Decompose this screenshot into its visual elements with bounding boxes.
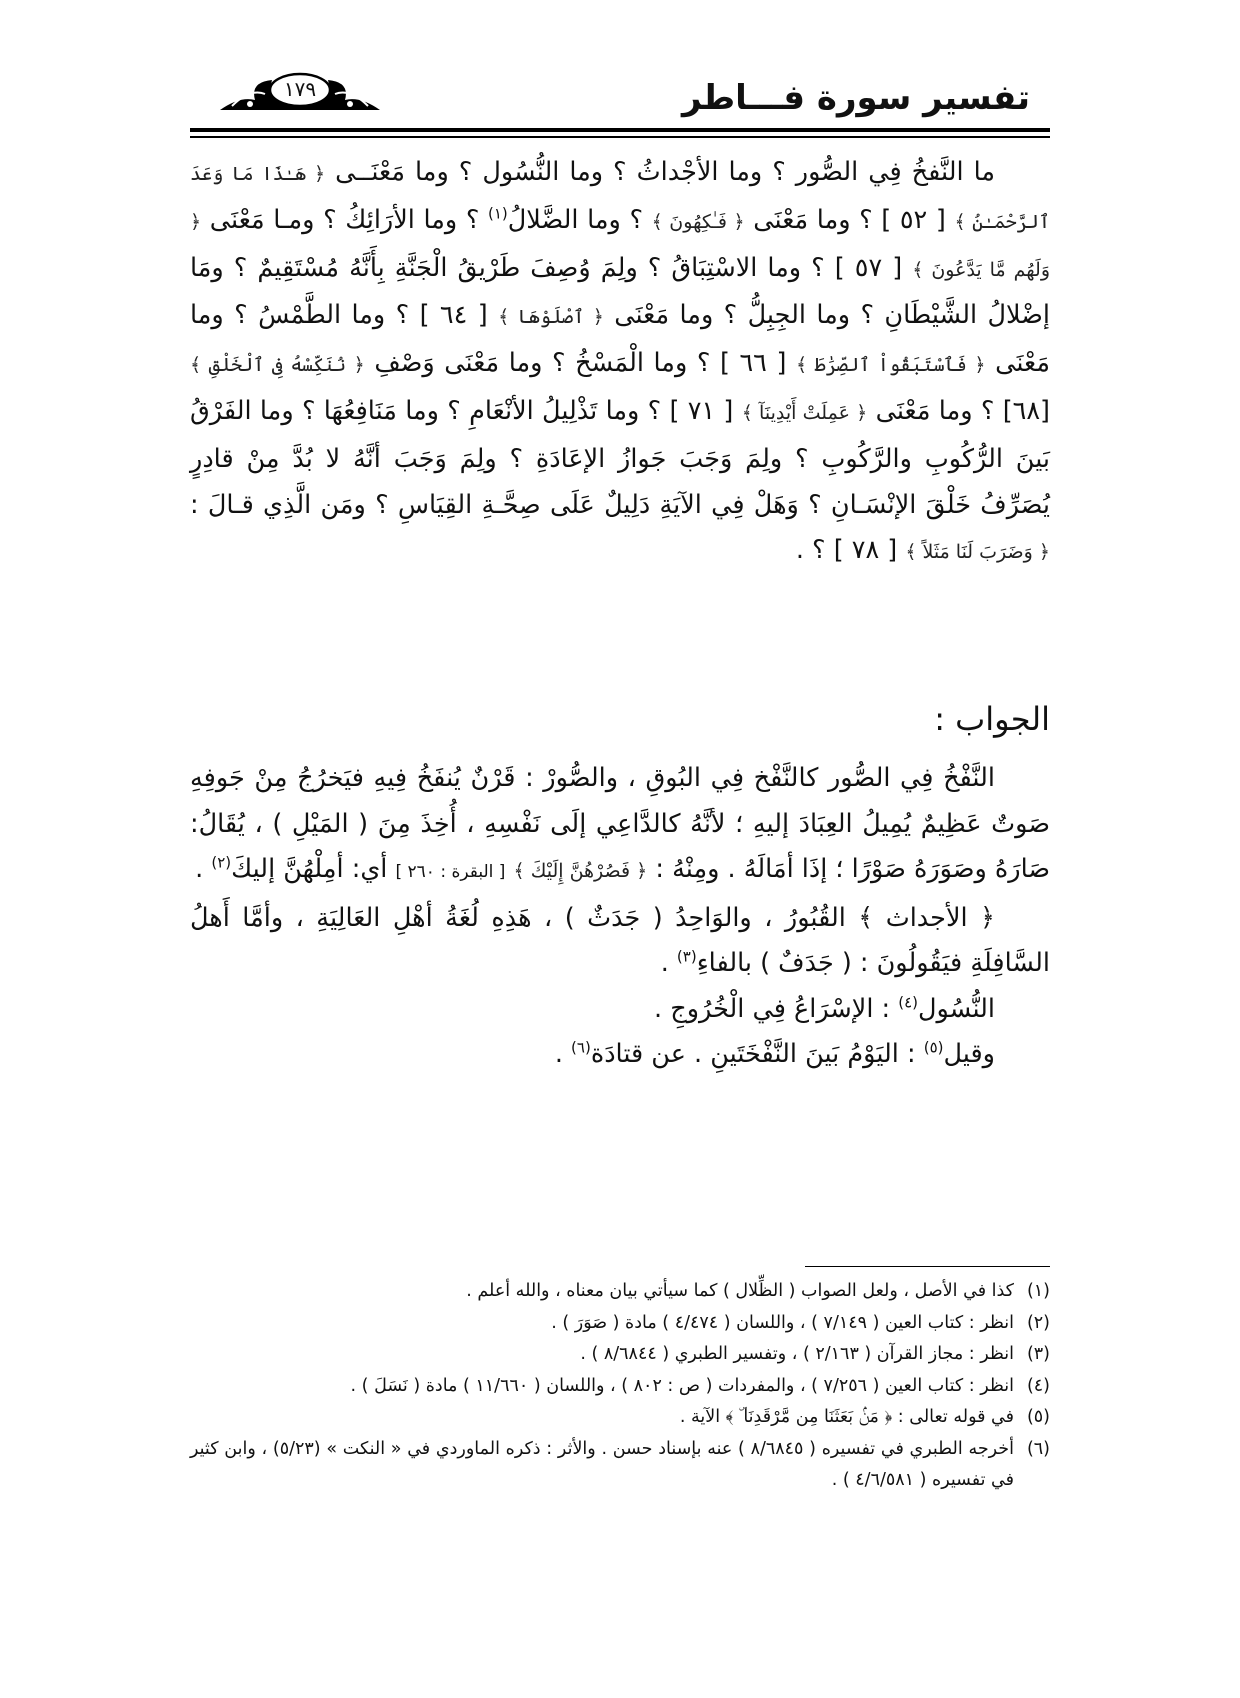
footnote-number: (٥): [1026, 1407, 1050, 1427]
answer-heading: الجواب :: [934, 700, 1050, 738]
footnote-text: أخرجه الطبري في تفسيره ( ٨/٦٨٤٥ ) عنه بإسناد حسن . والأثر : ذكره الماوردي في « النكت » (٥/٢٣) ، وابن كثير في تفسيره ( ٤/٦/٥٨١ ) .: [190, 1438, 1014, 1490]
footnote-text: انظر : كتاب العين ( ٧/١٤٩ ) ، واللسان ( ٤/٤٧٤ ) مادة ( صَوَرَ ) .: [551, 1312, 1014, 1333]
footnote-text: كذا في الأصل ، ولعل الصواب ( الظِّلال ) كما سيأتي بيان معناه ، والله أعلم .: [466, 1281, 1014, 1301]
footnote-marker[interactable]: (١): [488, 204, 508, 223]
questions-text: [ ٦٤ ] ؟ وما الطَّمْسُ ؟ وما مَعْنَى: [190, 300, 1051, 379]
footnote-number: (٤): [1026, 1375, 1050, 1396]
questions-text: [ ٧١ ] ؟ وما تَذْلِيلُ الأنْعَامِ ؟ وما مَنَافِعُهَا ؟ وما الفَرْقُ بَينَ الرُّكُوبِ والرَّكُوبِ ؟ ولِمَ وَجَبَ جَوازُ الإعَادَةِ ؟ ولِمَ وَجَبَ أنَّهُ لا بُدَّ مِنْ قادِرٍ يُصَرِّفُ خَلْقَ الإنْسَـانِ ؟ وَهَلْ فِي الآيَةِ دَلِيلٌ عَلَى صِحَّـةِ القِيَاسِ ؟ ومَن الَّذِي قـالَ :: [190, 395, 1050, 520]
footnote-number: (١): [1026, 1281, 1050, 1301]
answer-text: .: [660, 948, 669, 978]
footnote: [190, 1402, 1050, 1434]
quran-quote: ﴿ وَضَرَبَ لَنَا مَثَلاً ﴾: [905, 541, 1050, 564]
questions-text: [٦٨] ؟ وما مَعْنَى: [875, 395, 1050, 426]
footnote-marker[interactable]: (٥): [923, 1038, 944, 1057]
quran-quote: ﴿ فَٱسْتَبَقُواْ ٱلصِّرَٰطَ ﴾: [796, 354, 986, 377]
answer-text: ﴿ الأجداث ﴾ القُبُورُ ، والوَاحِدُ ( جَدَثٌ ) ، هَذِهِ لُغَةُ أهْلِ العَالِيَةِ ، وأمَّا أَهلُ السَّافِلَةِ فيَقُولُونَ : ( جَدَفٌ ) بالفاءِ: [190, 902, 1050, 978]
footnote-marker[interactable]: (٢): [211, 853, 232, 872]
footnote: [190, 1371, 1050, 1403]
questions-text: ؟ وما الأرَائِكُ ؟ ومـا مَعْنَى: [209, 204, 480, 235]
questions-paragraph: [190, 150, 1050, 576]
quran-quote: ﴿ هَـٰذَا مَا وَعَدَ ٱلرَّحْمَـٰنُ ﴾: [190, 163, 1051, 233]
footnote: [190, 1308, 1050, 1340]
answer-text: أي: أمِلْهُنَّ إليكَ: [231, 854, 388, 884]
quran-quote: ﴿ وَلَهُم مَّا يَدَّعُونَ ﴾: [190, 210, 1051, 281]
footnote-number: (٦): [1026, 1438, 1050, 1459]
answer-text: النُّسُول: [918, 993, 995, 1024]
footnote-text: انظر : مجاز القرآن ( ٢/١٦٣ ) ، وتفسير الطبري ( ٨/٦٨٤٤ ) .: [580, 1344, 1014, 1364]
answer-text: .: [195, 854, 204, 884]
surah-reference: [ البقرة : ٢٦٠ ]: [395, 862, 506, 882]
footnote: [190, 1276, 1050, 1308]
header-rule-thick: [190, 128, 1050, 132]
answer-paragraph: [190, 987, 1050, 1033]
answer-text: النَّفْخُ فِي الصُّور كالنَّفْخ فِي البُوقِ ، والصُّورْ : قَرْنٌ يُنفَخُ فِيهِ فيَخرُجُ مِنْ جَوفِهِ صَوتٌ عَظِيمٌ يُمِيلُ العِبَادَ إليهِ ؛ لأنَّهُ كالدَّاعِي إلَى نَفْسِهِ ، أُخِذَ مِنَ ( المَيْلِ ) ، يُقَالُ: صَارَهُ وصَوَرَهُ صَوْرًا ؛ إذَا أمَالَهُ . ومِنْهُ :: [190, 763, 1050, 884]
answer-section: [190, 756, 1050, 1078]
footnote-number: (٣): [1026, 1344, 1050, 1364]
quran-quote: ﴿ نُنَكِّسْهُ فِى ٱلْخَلْقِ ﴾: [190, 354, 365, 377]
footnote-marker[interactable]: (٣): [676, 947, 697, 966]
footnotes: [190, 1276, 1050, 1497]
answer-paragraph: [190, 1032, 1050, 1078]
quran-quote: ﴿ فَصُرْهُنَّ إِلَيْكَ ﴾: [513, 860, 648, 882]
running-header-title: تفسير سورة فـــاطر: [681, 78, 1030, 118]
footnote-separator: [805, 1266, 1050, 1267]
answer-paragraph: [190, 756, 1050, 896]
header-rule-thin: [190, 136, 1050, 138]
answer-text: : اليَوْمُ بَينَ النَّفْخَتَينِ . عن قتادَة: [590, 1039, 916, 1069]
footnote: [190, 1339, 1050, 1371]
questions-text: [ ٦٦ ] ؟ وما الْمَسْخُ ؟ وما مَعْنَى وَصْفِ: [374, 348, 787, 379]
questions-text: [ ٥٧ ] ؟ وما الاسْتِبَاقُ ؟ ولِمَ وُصِفَ طَرْيقُ الْجَنَّةِ بِأَنَّهُ مُسْتَقِيمٌ ؟ ومَا إضْلالُ الشَّيْطَانِ ؟ وما الجِبِلُّ ؟ وما مَعْنَى: [190, 252, 1050, 331]
footnote-text: انظر : كتاب العين ( ٧/٢٥٦ ) ، والمفردات ( ص : ٨٠٢ ) ، واللسان ( ١١/٦٦٠ ) مادة ( نَسَلَ ) .: [350, 1375, 1014, 1396]
footnote-number: (٢): [1026, 1312, 1050, 1333]
footnote-text: في قوله تعالى : ﴿ مَنۢ بَعَثَنَا مِن مَّرْقَدِنَا ۜ ﴾ الآية .: [679, 1407, 1014, 1427]
footnote-marker[interactable]: (٤): [898, 993, 918, 1011]
questions-text: [ ٥٢ ] ؟ وما مَعْنَى: [753, 204, 946, 235]
footnote-marker[interactable]: (٦): [571, 1038, 591, 1057]
answer-text: وقيل: [943, 1039, 995, 1069]
quran-quote: ﴿ عَمِلَتْ أَيْدِينَآ ﴾: [741, 401, 868, 424]
questions-section: [190, 150, 1050, 576]
answer-paragraph: [190, 896, 1050, 987]
page-number: ١٧٩: [283, 77, 317, 101]
quran-quote: ﴿ ٱصْلَوْهَا ﴾: [498, 306, 604, 329]
questions-text: [ ٧٨ ] ؟ .: [795, 535, 898, 566]
answer-text: .: [554, 1039, 563, 1069]
questions-text: ؟ وما الضَّلالُ: [507, 204, 643, 235]
quran-quote: ﴿ فَـٰكِهُونَ ﴾: [651, 210, 745, 233]
answer-text: : الإسْرَاعُ فِي الْخُرُوجِ .: [654, 993, 891, 1024]
footnote: [190, 1434, 1050, 1497]
questions-text: ما النَّفخُ فِي الصُّور ؟ وما الأجْداثُ ؟ وما النُّسُول ؟ وما مَعْنَــى: [335, 157, 996, 187]
